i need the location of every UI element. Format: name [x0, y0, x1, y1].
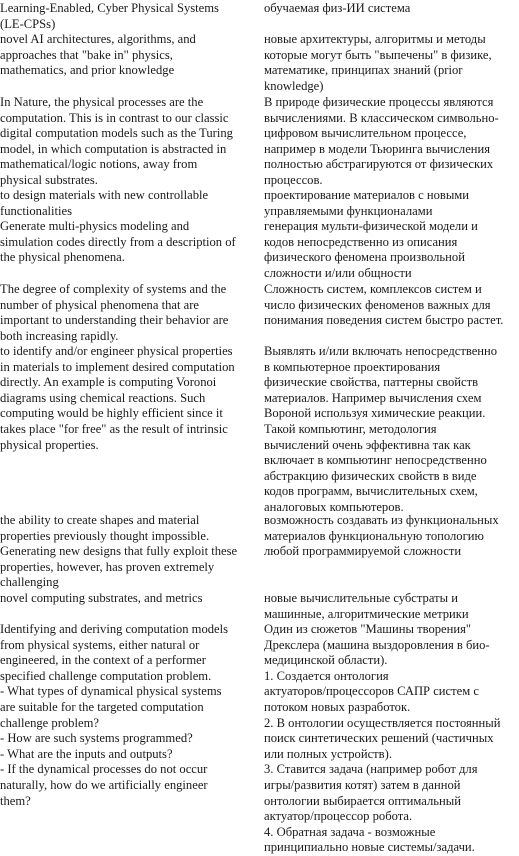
en-create-shapes: the ability to create shapes and material properties previously thought impossible. [0, 513, 210, 543]
en-computation-models: Identifying and deriving computation models from physical systems, either natural or engineered, in the context of a performer specified challenge computation problem. - What types of dynamical physical systems are suitable for the targeted computation challenge problem? - How are such systems programmed? - What are the inputs and outputs? - If the dynamical processes do not occur naturally, how do we artificially engineer them? [0, 622, 229, 808]
ru-nature-computation: В природе физические процессы являются вычислениями. В классическом символьно- цифровом вычислительном процессе, например в модели Тьюринга вычисления полностью абстрагируются от физических процессов. [264, 95, 499, 187]
en-new-designs: Generating new designs that fully exploit these properties, however, has proven extremely challenging [0, 544, 238, 590]
en-design-materials: to design materials with new controllable functionalities [0, 188, 209, 218]
en-complexity: The degree of complexity of systems and the number of physical phenomena that are important to understanding their behavior are both increasing rapidly. [0, 282, 229, 343]
ru-engineer-properties: Выявлять и/или включать непосредственно в компьютерное проектирования физические свойства, паттерны свойств материалов. Например вычисления схем Вороной используя химические реакции. Такой компьютинг, методология вычислений очень эффективна так как включает в компьютинг непосредственно абстракцию физических свойств в виде кодов программ, вычислительных схем, аналоговых компьютеров. [264, 344, 498, 514]
ru-computing-substrates: новые вычислительные субстраты и машинные, алгоритмические метрики [264, 591, 469, 621]
ru-design-materials: проектирование материалов с новыми управляемыми функционалами [264, 188, 469, 218]
ru-complexity: Сложность систем, комплексов систем и число физических феноменов важных для понимания поведения систем быстро растет. [264, 282, 504, 328]
en-engineer-properties: to identify and/or engineer physical properties in materials to implement desired computation directly. An example is computing Voronoi diagrams using chemical reactions. Such computing would be highly efficient since it takes place "for free" as the result of intrinsic physical properties. [0, 344, 235, 452]
en-title: Learning-Enabled, Cyber Physical Systems (LE-CPSs) [0, 1, 219, 31]
en-nature-computation: In Nature, the physical processes are the computation. This is in contrast to our classic digital computation models such as the Turing model, in which computation is abstracted in mathematical/logic notions, away from physical substrates. [0, 95, 233, 187]
en-multiphysics: Generate multi-physics modeling and simulation codes directly from a description of the physical phenomena. [0, 219, 236, 265]
ru-create-shapes: возможность создавать из функциональных материалов функциональную топологию любой программируемой сложности [264, 513, 499, 559]
ru-multiphysics: генерация мульти-физической модели и кодов непосредственно из описания физического феномена произвольной сложности и/или общности [264, 219, 478, 280]
ru-title: обучаемая физ-ИИ система [264, 1, 411, 15]
en-ai-architectures: novel AI architectures, algorithms, and approaches that "bake in" physics, mathematics, and prior knowledge [0, 32, 196, 78]
ru-drexler-scenario: Один из сюжетов "Машины творения" Дрекслера (машина выздоровления в био- медицинской области). 1. Создается онтология актуаторов/процессоров САПР систем с потоком новых разработок. 2. В онтологии осуществляется постоянный поиск синтетических решений (частичных или полных устройств). 3. Ставится задача (например робот для игры/развития котят) затем в данной онтологии выбирается оптимальный актуатор/процессор робота. 4. Обратная задача - возможные принципиально новые системы/задачи. [264, 622, 501, 855]
en-computing-substrates: novel computing substrates, and metrics [0, 591, 203, 605]
ru-ai-architectures: новые архитектуры, алгоритмы и методы которые могут быть "выпечены" в физике, математике, принципах знаний (prior knowledge) [264, 32, 492, 93]
